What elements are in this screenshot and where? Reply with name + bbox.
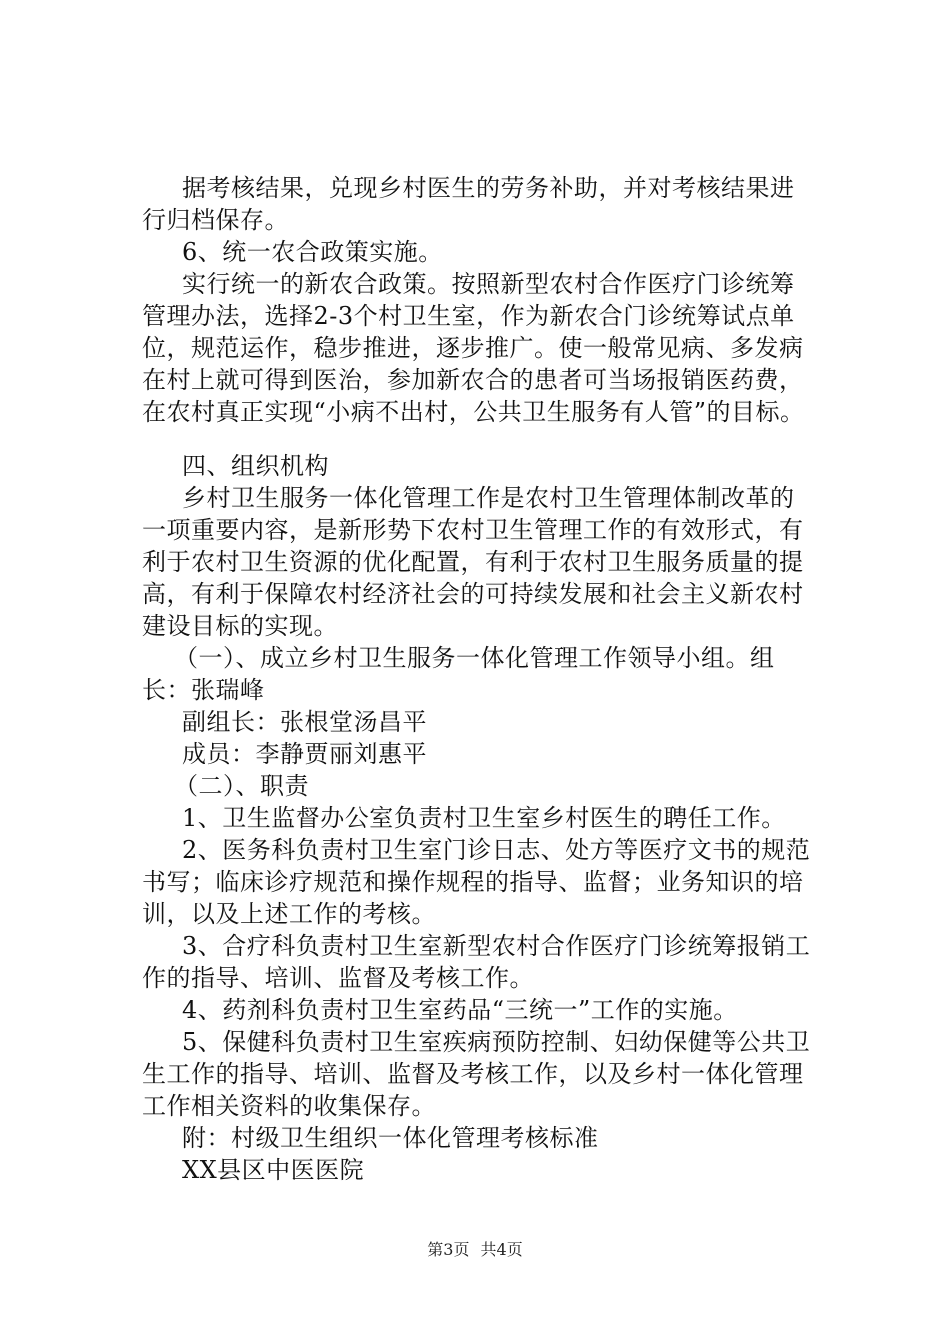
signature-org: XX县区中医医院 — [182, 1156, 365, 1184]
paragraph-line: 5、保健科负责村卫生室疾病预防控制、妇幼保健等公共卫 — [182, 1028, 811, 1056]
section-heading: 6、统一农合政策实施。 — [182, 238, 443, 266]
paragraph-line: 乡村卫生服务一体化管理工作是农村卫生管理体制改革的 — [182, 484, 795, 512]
paragraph-line: 行归档保存。 — [142, 206, 289, 234]
attachment-note: 附：村级卫生组织一体化管理考核标准 — [182, 1124, 599, 1152]
paragraph-line: 长：张瑞峰 — [142, 676, 265, 704]
paragraph-line: 书写；临床诊疗规范和操作规程的指导、监督；业务知识的培 — [142, 868, 804, 896]
page-total: 共4页 — [480, 1240, 523, 1259]
paragraph-line: 成员：李静贾丽刘惠平 — [182, 740, 427, 768]
paragraph-line: 建设目标的实现。 — [142, 612, 338, 640]
paragraph-line: 利于农村卫生资源的优化配置，有利于农村卫生服务质量的提 — [142, 548, 804, 576]
paragraph-line: 2、医务科负责村卫生室门诊日志、处方等医疗文书的规范 — [182, 836, 811, 864]
paragraph-line: 生工作的指导、培训、监督及考核工作，以及乡村一体化管理 — [142, 1060, 804, 1088]
page-footer — [0, 1240, 950, 1260]
section-heading: （二）、职责 — [174, 772, 309, 800]
paragraph-line: （一）、成立乡村卫生服务一体化管理工作领导小组。组 — [174, 644, 775, 672]
paragraph-line: 位，规范运作，稳步推进，逐步推广。使一般常见病、多发病 — [142, 334, 804, 362]
paragraph-line: 副组长：张根堂汤昌平 — [182, 708, 427, 736]
paragraph-line: 工作相关资料的收集保存。 — [142, 1092, 436, 1120]
paragraph-line: 在农村真正实现“小病不出村，公共卫生服务有人管”的目标。 — [142, 398, 805, 426]
paragraph-line: 4、药剂科负责村卫生室药品“三统一”工作的实施。 — [182, 996, 738, 1024]
paragraph-line: 作的指导、培训、监督及考核工作。 — [142, 964, 534, 992]
paragraph-gap — [142, 428, 842, 450]
paragraph-line: 3、合疗科负责村卫生室新型农村合作医疗门诊统筹报销工 — [182, 932, 811, 960]
paragraph-line: 据考核结果，兑现乡村医生的劳务补助，并对考核结果进 — [182, 174, 795, 202]
document-body — [142, 172, 842, 1186]
paragraph-line: 高，有利于保障农村经济社会的可持续发展和社会主义新农村 — [142, 580, 804, 608]
paragraph-line: 一项重要内容，是新形势下农村卫生管理工作的有效形式，有 — [142, 516, 804, 544]
paragraph-line: 训，以及上述工作的考核。 — [142, 900, 436, 928]
paragraph-line: 管理办法，选择2-3个村卫生室，作为新农合门诊统筹试点单 — [142, 302, 795, 330]
page-number: 第3页 — [427, 1240, 470, 1259]
paragraph-line: 1、卫生监督办公室负责村卫生室乡村医生的聘任工作。 — [182, 804, 786, 832]
section-heading: 四、组织机构 — [182, 452, 329, 480]
paragraph-line: 在村上就可得到医治，参加新农合的患者可当场报销医药费， — [142, 366, 804, 394]
paragraph-line: 实行统一的新农合政策。按照新型农村合作医疗门诊统筹 — [182, 270, 795, 298]
